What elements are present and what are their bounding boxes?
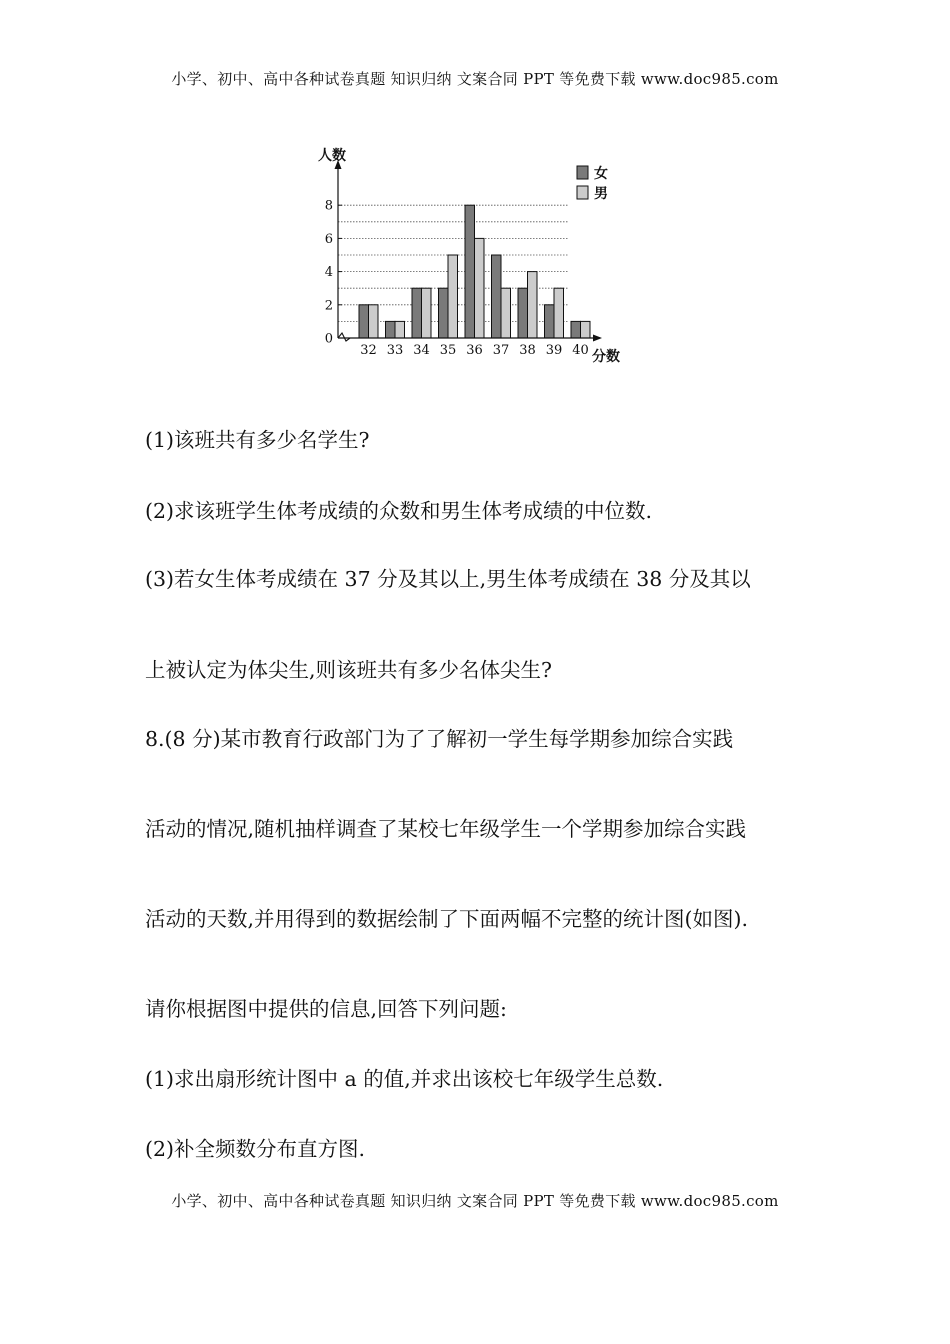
y-tick-label: 0	[324, 331, 333, 347]
bar-male-39	[554, 288, 564, 338]
x-tick-label: 35	[439, 343, 457, 358]
bar-male-33	[395, 321, 405, 338]
question-3-line-2: 上被认定为体尖生,则该班共有多少名体尖生?	[145, 658, 553, 682]
page-footer-banner: 小学、初中、高中各种试卷真题 知识归纳 文案合同 PPT 等免费下载 www.doc985.com	[171, 1192, 779, 1210]
bar-female-38	[518, 288, 528, 338]
problem-8-line-2: 活动的情况,随机抽样调查了某校七年级学生一个学期参加综合实践	[145, 817, 747, 841]
bar-male-36	[475, 238, 485, 338]
problem-8-question-1: (1)求出扇形统计图中 a 的值,并求出该校七年级学生总数.	[145, 1067, 664, 1091]
chart-legend	[577, 165, 608, 202]
x-tick-labels	[360, 343, 589, 358]
y-axis-title: 人数	[318, 148, 346, 164]
x-tick-label: 36	[466, 343, 483, 358]
bar-male-37	[501, 288, 511, 338]
legend-label-male: 男	[594, 186, 608, 202]
bar-male-32	[369, 305, 379, 338]
x-tick-label: 40	[572, 343, 589, 358]
y-tick-label: 2	[324, 298, 333, 314]
legend-swatch-female	[577, 166, 588, 179]
question-3-line-1: (3)若女生体考成绩在 37 分及其以上,男生体考成绩在 38 分及其以	[145, 567, 751, 591]
problem-8-question-2: (2)补全频数分布直方图.	[145, 1137, 366, 1161]
x-tick-label: 38	[519, 343, 536, 358]
question-2: (2)求该班学生体考成绩的众数和男生体考成绩的中位数.	[145, 499, 653, 523]
bar-female-32	[359, 305, 369, 338]
x-axis-arrow	[593, 335, 602, 342]
bar-female-39	[545, 305, 555, 338]
bar-female-33	[386, 321, 396, 338]
bar-male-38	[528, 272, 538, 338]
x-tick-label: 33	[386, 343, 404, 358]
bar-male-40	[581, 321, 591, 338]
legend-swatch-male	[577, 186, 588, 199]
y-tick-label: 8	[324, 198, 333, 214]
x-axis-title: 分数	[592, 349, 620, 365]
y-tick-label: 6	[324, 231, 333, 247]
bar-female-40	[571, 321, 581, 338]
bar-female-34	[412, 288, 422, 338]
problem-8-line-1: 8.(8 分)某市教育行政部门为了了解初一学生每学期参加综合实践	[145, 727, 734, 751]
y-tick-label: 4	[324, 265, 333, 281]
problem-8-line-3: 活动的天数,并用得到的数据绘制了下面两幅不完整的统计图(如图).	[145, 907, 749, 931]
legend-label-female: 女	[594, 166, 608, 182]
question-1: (1)该班共有多少名学生?	[145, 428, 370, 452]
page-header-banner: 小学、初中、高中各种试卷真题 知识归纳 文案合同 PPT 等免费下载 www.doc985.com	[171, 70, 779, 88]
bar-male-34	[422, 288, 432, 338]
x-tick-label: 32	[360, 343, 377, 358]
problem-8-line-4: 请你根据图中提供的信息,回答下列问题:	[145, 997, 507, 1021]
x-tick-label: 37	[492, 343, 510, 358]
bar-female-36	[465, 205, 475, 338]
bar-female-35	[439, 288, 449, 338]
axis-break-icon	[338, 333, 350, 341]
bar-female-37	[492, 255, 502, 338]
bar-male-35	[448, 255, 458, 338]
x-tick-label: 34	[413, 343, 430, 358]
score-bar-chart	[300, 138, 640, 370]
y-tick-labels	[325, 199, 342, 347]
x-tick-label: 39	[545, 343, 563, 358]
